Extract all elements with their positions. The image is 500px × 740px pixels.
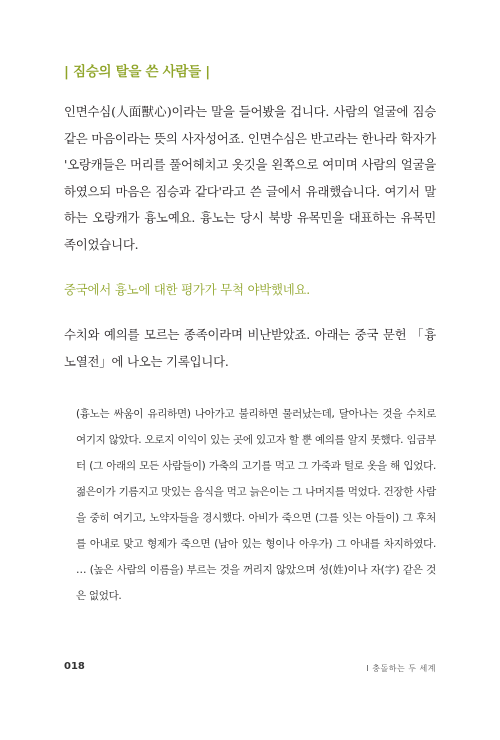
highlight-question: 중국에서 흉노에 대한 평가가 무척 야박했네요. [64,282,311,297]
block-quote: (흉노는 싸움이 유리하면) 나아가고 불리하면 물러났는데, 달아나는 것을 수치로 여기지 않았다. 오로지 이익이 있는 곳에 있고자 할 뿐 예의를 알지 못했다. 임금부터 (그 아래의 모든 사람들이) 가축의 고기를 먹고 그 가죽과 털로 옷을 해 입었다. 젊은이가 기름지고 맛있는 음식을 먹고 늙은이는 그 나머지를 먹었다. 건장한 사람을 중히 여기고, 노약자들을 경시했다. 아비가 죽으면 (그를 잇는 아들이) 그 후처를 아내로 맞고 형제가 죽으면 (남아 있는 형이나 아우가) 그 아내를 차지하였다. … (높은 사람의 이름을) 부르는 것을 꺼리지 않았으며 성(姓)이나 자(字) 같은 것은 없었다. [76,408,436,602]
body-paragraph-2: 수치와 예의를 모르는 종족이라며 비난받았죠. 아래는 중국 문헌 「흉노열전」에 나오는 기록입니다. [64,327,436,369]
body-paragraph-1: 인면수심(人面獸心)이라는 말을 들어봤을 겁니다. 사람의 얼굴에 짐승 같은 마음이라는 뜻의 사자성어죠. 인면수심은 반고라는 한나라 학자가 '오랑캐들은 머리를 풀어헤치고 옷깃을 왼쪽으로 여미며 사람의 얼굴을 하였으되 마음은 짐승과 같다'라고 쓴 글에서 유래했습니다. 여기서 말하는 오랑캐가 흉노예요. 흉노는 당시 북방 유목민을 대표하는 유목민족이었습니다. [64,104,436,252]
page-number: 018 [64,661,85,672]
section-heading: | 짐승의 탈을 쓴 사람들 | [64,64,210,80]
running-header: I 충돌하는 두 세계 [366,664,436,673]
